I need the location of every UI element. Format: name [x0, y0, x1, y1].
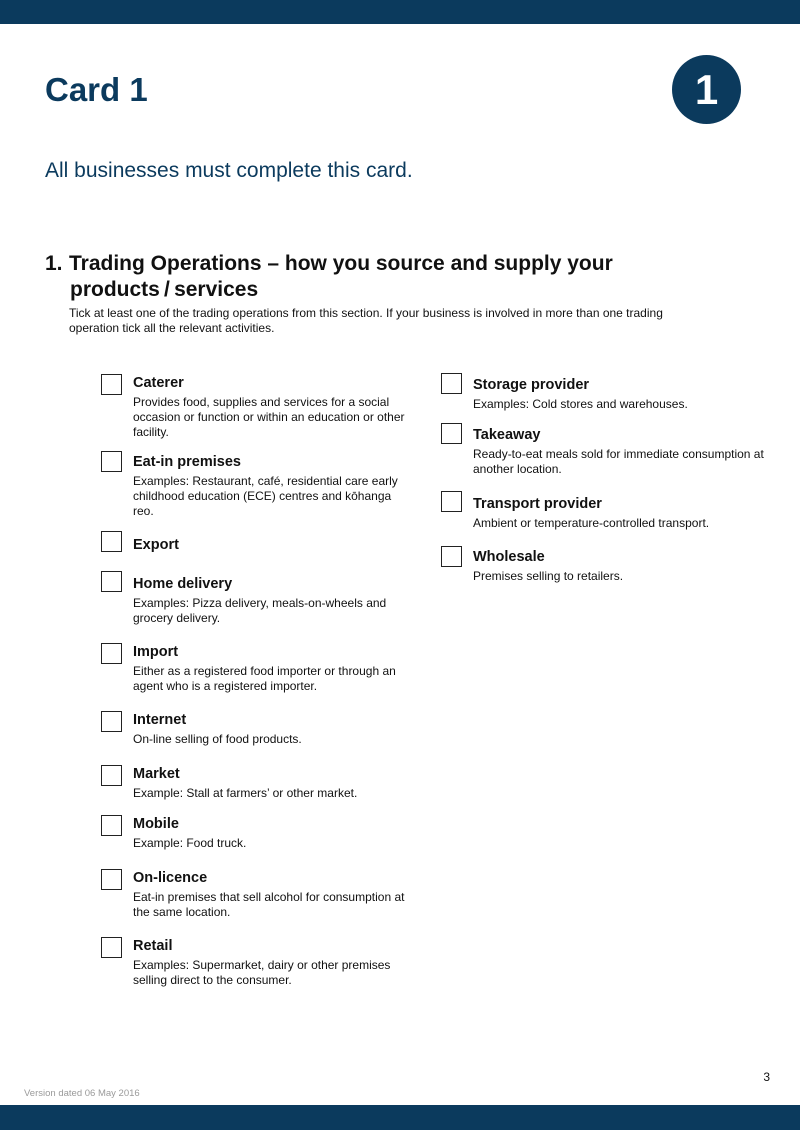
- wholesale-checkbox[interactable]: [441, 546, 462, 567]
- option-description: Examples: Supermarket, dairy or other premises selling direct to the consumer.: [133, 958, 391, 987]
- option-description: Example: Food truck.: [133, 836, 247, 850]
- option-title: Eat-in premises: [133, 454, 241, 470]
- option-title: Storage provider: [473, 377, 590, 393]
- transport-provider-checkbox[interactable]: [441, 491, 462, 512]
- section-heading-line2: products / services: [70, 278, 259, 301]
- option-title: Export: [133, 537, 179, 553]
- option-title: Caterer: [133, 375, 184, 391]
- internet-checkbox[interactable]: [101, 711, 122, 732]
- option-description: On-line selling of food products.: [133, 732, 302, 746]
- top-banner-bar: [0, 0, 800, 24]
- home-delivery-checkbox[interactable]: [101, 571, 122, 592]
- option-description: Examples: Pizza delivery, meals-on-wheels and grocery delivery.: [133, 596, 387, 625]
- option-description: Eat-in premises that sell alcohol for consumption at the same location.: [133, 890, 405, 919]
- option-title: On-licence: [133, 870, 208, 886]
- option-title: Import: [133, 644, 179, 660]
- export-checkbox[interactable]: [101, 531, 122, 552]
- option-title: Market: [133, 766, 180, 782]
- option-description: Ambient or temperature-controlled transport.: [473, 516, 710, 530]
- version-date: Version dated 06 May 2016: [24, 1088, 140, 1099]
- option-title: Retail: [133, 938, 173, 954]
- section-heading-line1: Trading Operations – how you source and supply your: [69, 252, 613, 275]
- card-number-badge: 1: [672, 55, 741, 124]
- option-title: Wholesale: [473, 549, 545, 565]
- section-number: 1.: [45, 252, 63, 275]
- option-title: Home delivery: [133, 576, 233, 592]
- option-description: Provides food, supplies and services for a social occasion or function or within an education or other facility.: [133, 395, 405, 439]
- card-subtitle: All businesses must complete this card.: [45, 159, 413, 182]
- eat-in-premises-checkbox[interactable]: [101, 451, 122, 472]
- option-description: Ready-to-eat meals sold for immediate consumption at another location.: [473, 447, 764, 476]
- option-description: Either as a registered food importer or through an agent who is a registered importer.: [133, 664, 396, 693]
- option-title: Internet: [133, 712, 187, 728]
- storage-provider-checkbox[interactable]: [441, 373, 462, 394]
- option-description: Premises selling to retailers.: [473, 569, 624, 583]
- card-title: Card 1: [45, 71, 148, 108]
- market-checkbox[interactable]: [101, 765, 122, 786]
- page-number: 3: [763, 1070, 770, 1084]
- import-checkbox[interactable]: [101, 643, 122, 664]
- mobile-checkbox[interactable]: [101, 815, 122, 836]
- retail-checkbox[interactable]: [101, 937, 122, 958]
- bottom-banner-bar: [0, 1105, 800, 1130]
- caterer-checkbox[interactable]: [101, 374, 122, 395]
- section-heading: [45, 251, 665, 303]
- option-title: Takeaway: [473, 427, 541, 443]
- section-intro: Tick at least one of the trading operations from this section. If your business is involved in more than one trading operation tick all the relevant activities.: [69, 306, 663, 335]
- takeaway-checkbox[interactable]: [441, 423, 462, 444]
- on-licence-checkbox[interactable]: [101, 869, 122, 890]
- option-description: Example: Stall at farmers’ or other market.: [133, 786, 358, 800]
- option-title: Mobile: [133, 816, 179, 832]
- option-description: Examples: Cold stores and warehouses.: [473, 397, 688, 411]
- option-description: Examples: Restaurant, café, residential care early childhood education (ECE) centres and kōhanga reo.: [133, 474, 398, 518]
- option-title: Transport provider: [473, 496, 602, 512]
